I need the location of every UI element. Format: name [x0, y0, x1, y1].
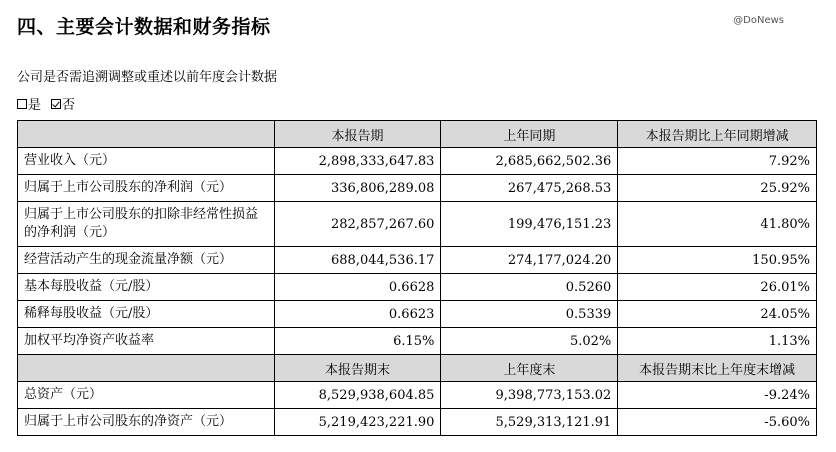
watermark: @DoNews: [733, 15, 784, 26]
change-value: 26.01%: [618, 274, 817, 301]
current-value: 282,857,267.60: [274, 202, 441, 247]
current-value: 688,044,536.17: [274, 247, 441, 274]
previous-value: 267,475,268.53: [441, 175, 618, 202]
change-value: 150.95%: [618, 247, 817, 274]
row-label: 归属于上市公司股东的净资产（元）: [18, 409, 275, 436]
row-label: 基本每股收益（元/股）: [18, 274, 275, 301]
row-label: 总资产（元）: [18, 382, 275, 409]
table-row: [18, 202, 817, 247]
change-value: 25.92%: [618, 175, 817, 202]
row-label: 归属于上市公司股东的净利润（元）: [18, 175, 275, 202]
row-label: 加权平均净资产收益率: [18, 328, 275, 355]
current-value: 5,219,423,221.90: [274, 409, 441, 436]
current-value: 8,529,938,604.85: [274, 382, 441, 409]
change-value: 24.05%: [618, 301, 817, 328]
current-value: 6.15%: [274, 328, 441, 355]
financial-indicators-table: [17, 120, 817, 436]
header-cell: [18, 355, 275, 382]
option-yes[interactable]: [17, 94, 41, 113]
previous-value: 9,398,773,153.02: [441, 382, 618, 409]
table-row: [18, 148, 817, 175]
table-row: [18, 274, 817, 301]
row-label: 稀释每股收益（元/股）: [18, 301, 275, 328]
previous-value: 0.5339: [441, 301, 618, 328]
checkbox-unchecked-icon[interactable]: [17, 99, 27, 109]
table-header-row: [18, 121, 817, 148]
header-cell: 本报告期末: [274, 355, 441, 382]
header-cell: 本报告期比上年同期增减: [618, 121, 817, 148]
current-value: 336,806,289.08: [274, 175, 441, 202]
header-cell: 上年同期: [441, 121, 618, 148]
table-row: [18, 328, 817, 355]
change-value: 1.13%: [618, 328, 817, 355]
table-row: [18, 247, 817, 274]
section-heading: 四、主要会计数据和财务指标: [17, 16, 271, 38]
previous-value: 199,476,151.23: [441, 202, 618, 247]
option-yes-label: 是: [28, 98, 42, 113]
table-row: [18, 175, 817, 202]
current-value: 2,898,333,647.83: [274, 148, 441, 175]
header-cell: 本报告期: [274, 121, 441, 148]
option-no-label: 否: [62, 98, 76, 113]
current-value: 0.6628: [274, 274, 441, 301]
previous-value: 5.02%: [441, 328, 618, 355]
checkbox-checked-icon[interactable]: [51, 99, 61, 109]
current-value: 0.6623: [274, 301, 441, 328]
row-label: 营业收入（元）: [18, 148, 275, 175]
change-value: 41.80%: [618, 202, 817, 247]
option-no[interactable]: [51, 94, 75, 113]
header-cell: 本报告期末比上年度末增减: [618, 355, 817, 382]
row-label: 经营活动产生的现金流量净额（元）: [18, 247, 275, 274]
change-value: -5.60%: [618, 409, 817, 436]
table-row: [18, 301, 817, 328]
change-value: 7.92%: [618, 148, 817, 175]
restatement-options: [17, 94, 75, 113]
restatement-question: 公司是否需追溯调整或重述以前年度会计数据: [17, 70, 278, 85]
table-row: [18, 409, 817, 436]
row-label: 归属于上市公司股东的扣除非经常性损益的净利润（元）: [18, 202, 275, 247]
previous-value: 274,177,024.20: [441, 247, 618, 274]
table-header-row: [18, 355, 817, 382]
change-value: -9.24%: [618, 382, 817, 409]
previous-value: 5,529,313,121.91: [441, 409, 618, 436]
header-cell: [18, 121, 275, 148]
previous-value: 0.5260: [441, 274, 618, 301]
previous-value: 2,685,662,502.36: [441, 148, 618, 175]
table-row: [18, 382, 817, 409]
header-cell: 上年度末: [441, 355, 618, 382]
